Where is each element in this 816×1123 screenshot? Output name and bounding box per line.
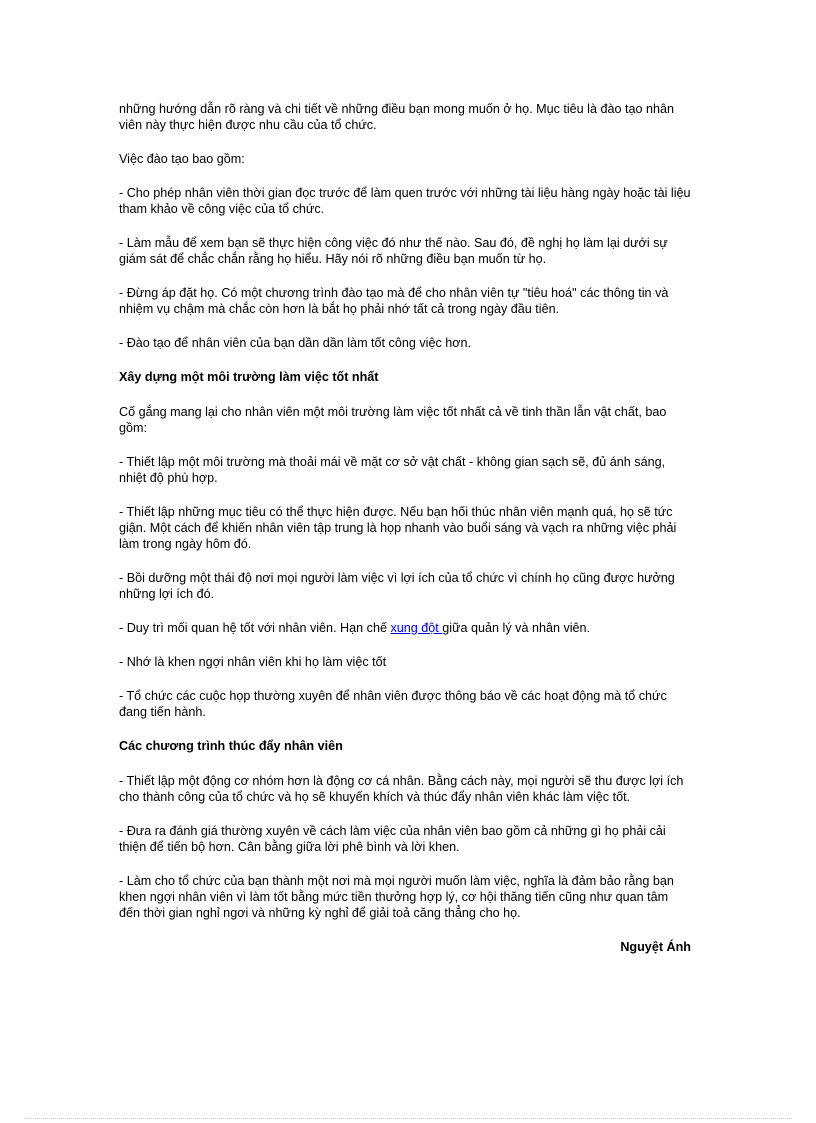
- paragraph: - Cho phép nhân viên thời gian đọc trước để làm quen trước với những tài liệu hàng ngày hoặc tài liệu tham khảo về công việc của tổ chức.: [119, 186, 691, 216]
- paragraph: Việc đào tạo bao gồm:: [119, 152, 245, 166]
- paragraph: - Thiết lập một môi trường mà thoải mái về mặt cơ sở vật chất - không gian sạch sẽ, đủ ánh sáng, nhiệt độ phù hợp.: [119, 455, 666, 485]
- paragraph: - Đào tạo để nhân viên của bạn dần dần làm tốt công việc hơn.: [119, 336, 472, 350]
- document-body: [119, 101, 691, 968]
- paragraph: - Làm mẫu để xem bạn sẽ thực hiện công việc đó như thế nào. Sau đó, đề nghị họ làm lại dưới sự giám sát để chắc chắn rằng họ hiểu. Hãy nói rõ những điều bạn muốn từ họ.: [119, 236, 668, 266]
- page-bottom-divider: [24, 1118, 792, 1119]
- paragraph-text: - Duy trì mối quan hệ tốt với nhân viên. Hạn chế: [119, 621, 391, 635]
- xung-dot-link[interactable]: xung đột: [390, 621, 443, 635]
- author-signature: Nguyệt Ánh: [620, 940, 691, 954]
- section-heading: Các chương trình thúc đẩy nhân viên: [119, 739, 343, 753]
- paragraph: - Nhớ là khen ngợi nhân viên khi họ làm việc tốt: [119, 655, 387, 669]
- paragraph: - Bồi dưỡng một thái độ nơi mọi người làm việc vì lợi ích của tổ chức vì chính họ cũng được hưởng những lợi ích đó.: [119, 571, 675, 601]
- paragraph: - Tổ chức các cuộc họp thường xuyên để nhân viên được thông báo về các hoạt động mà tổ chức đang tiến hành.: [119, 689, 667, 719]
- paragraph: - Đưa ra đánh giá thường xuyên về cách làm việc của nhân viên bao gồm cả những gì họ phải cải thiện để tiến bộ hơn. Cân bằng giữa lời phê bình và lời khen.: [119, 824, 666, 854]
- section-heading: Xây dựng một môi trường làm việc tốt nhất: [119, 370, 379, 384]
- paragraph: - Thiết lập những mục tiêu có thể thực hiện được. Nếu bạn hối thúc nhân viên mạnh quá, họ sẽ tức giận. Một cách để khiến nhân viên tập trung là họp nhanh vào buổi sáng và vạch ra những việc phải làm trong ngày hôm đó.: [119, 505, 677, 551]
- paragraph: - Đừng áp đặt họ. Có một chương trình đào tạo mà để cho nhân viên tự "tiêu hoá" các thông tin và nhiệm vụ chậm mà chắc còn hơn là bắt họ phải nhớ tất cả trong ngày đầu tiên.: [119, 286, 669, 316]
- paragraph: - Thiết lập một động cơ nhóm hơn là động cơ cá nhân. Bằng cách này, mọi người sẽ thu được lợi ích cho thành công của tổ chức và họ sẽ khuyến khích và thúc đẩy nhân viên khác làm việc tốt.: [119, 774, 684, 804]
- paragraph: những hướng dẫn rõ ràng và chi tiết về những điều bạn mong muốn ở họ. Mục tiêu là đào tạo nhân viên này thực hiện được nhu cầu của tổ chức.: [119, 102, 675, 132]
- paragraph-text: giữa quản lý và nhân viên.: [442, 621, 591, 635]
- paragraph: Cố gắng mang lại cho nhân viên một môi trường làm việc tốt nhất cả về tinh thần lẫn vật chất, bao gồm:: [119, 405, 667, 435]
- paragraph-with-link: [119, 620, 691, 636]
- paragraph: - Làm cho tổ chức của bạn thành một nơi mà mọi người muốn làm việc, nghĩa là đảm bảo rằng bạn khen ngợi nhân viên vì làm tốt bằng mức tiền thưởng hợp lý, cơ hội thăng tiến cũng như quan tâm đến thời gian nghỉ ngơi và những kỳ nghỉ để giải toả căng thẳng cho họ.: [119, 874, 674, 920]
